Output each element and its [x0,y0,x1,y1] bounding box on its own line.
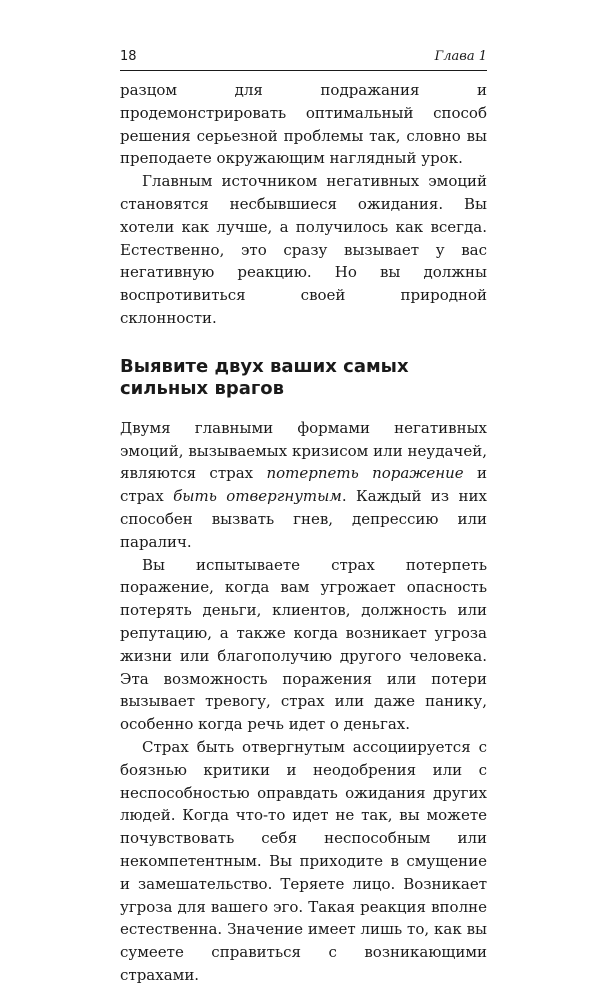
section-heading [120,356,487,400]
intro-text-2: и страх [120,464,487,506]
intro-text-3: . Каждый из них способен вызвать гнев, депрессию или паралич. [120,487,487,551]
page-number: 18 [120,49,137,64]
running-header [120,47,487,67]
paragraph: Главным источником негативных эмоций становятся несбывшиеся ожидания. Вы хотели как лучше, а получилось как всегда. Естественно, это сразу вызывает у вас негативную реакцию. Но вы должны воспротивиться своей природной склонности. [120,172,487,327]
section-heading-line-1: Выявите двух ваших самых [120,355,409,377]
paragraph: Страх быть отвергнутым ассоциируется с боязнью критики и неодобрения или с неспособностью оправдать ожидания других людей. Когда что-то идет не так, вы можете почувствовать себя неспособным или некомпетентным. Вы приходите в смущение и замешательство. Теряете лицо. Возникает угроза для вашего эго. Такая реакция вполне естественна. Значение имеет лишь то, как вы сумеете справиться с возникающими страхами. [120,737,487,984]
intro-text-1: Двумя главными формами негативных эмоций, вызываемых кризисом или неудачей, являются страх [120,418,487,483]
section-heading-line-2: сильных врагов [120,377,285,399]
page-body [120,79,487,987]
intro-italic-1: потерпеть поражение [266,464,464,483]
intro-italic-2: быть отвергнутым [173,487,342,506]
header-rule [120,70,487,71]
paragraph: Вы испытываете страх потерпеть поражение, когда вам угрожает опасность потерять деньги, клиентов, должность или репутацию, а также когда возникает угроза жизни или благополучию другого человека. Эта возможность поражения или потери вызывает тревогу, страх или даже панику, особенно когда речь идет о деньгах. [120,555,487,734]
section-intro-paragraph [120,417,487,554]
chapter-title: Глава 1 [434,49,487,64]
paragraph-continuation: разцом для подражания и продемонстрировать оптимальный способ решения серьезной проблемы так, словно вы преподаете окружающим наглядный урок. [120,81,487,168]
